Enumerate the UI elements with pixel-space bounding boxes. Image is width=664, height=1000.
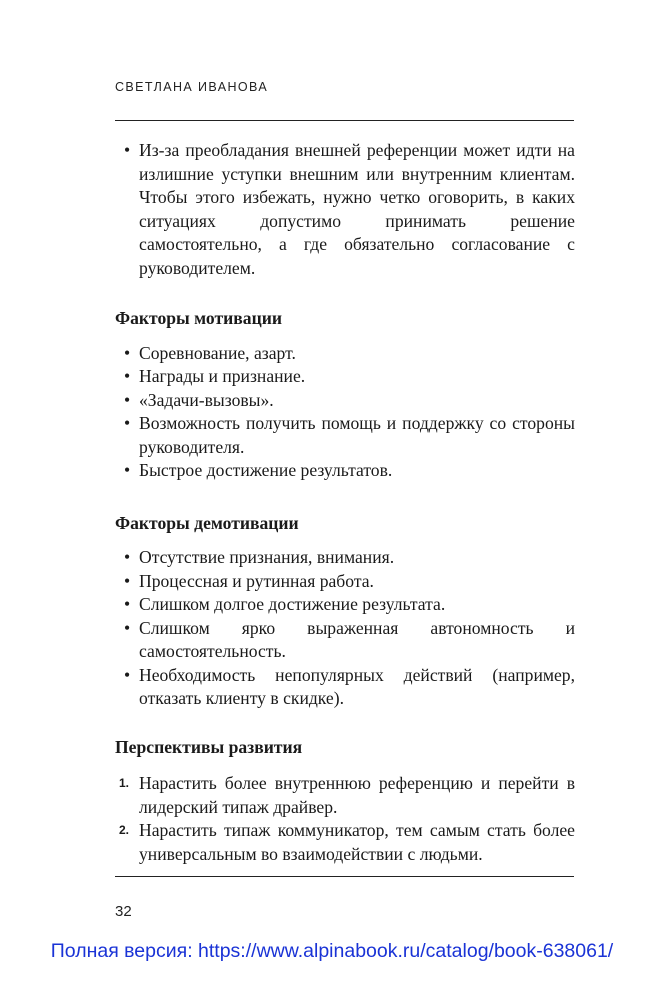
list-item: • Отсутствие признания, внимания. — [115, 546, 575, 570]
list-item: • Награды и признание. — [115, 365, 575, 389]
running-head-author: СВЕТЛАНА ИВАНОВА — [115, 80, 269, 94]
item-text: Нарастить более внутреннюю референцию и перейти в лидерский типаж драйвер. — [139, 773, 575, 817]
intro-list — [115, 139, 575, 280]
page-number: 32 — [115, 903, 132, 920]
bottom-rule — [115, 876, 574, 877]
top-rule — [115, 120, 574, 121]
section-heading-development: Перспективы развития — [115, 736, 303, 757]
list-item: • Возможность получить помощь и поддержку со стороны руководителя. — [115, 412, 575, 459]
motivation-list — [115, 342, 575, 483]
list-item: • Из-за преобладания внешней референции может идти на излишние уступки внешним или внутренним клиентам. Чтобы этого избежать, нужно четко оговорить, в каких ситуациях допустимо принимать решение самостоятельно, а где обязательно согласование с руководителем. — [115, 139, 575, 280]
section-heading-demotivation: Факторы демотивации — [115, 512, 299, 533]
demotivation-list — [115, 546, 575, 711]
list-item: • Соревнование, азарт. — [115, 342, 575, 366]
numbered-item — [115, 772, 575, 819]
page-body — [115, 139, 575, 866]
development-list — [115, 772, 575, 866]
item-number: 2. — [119, 823, 130, 837]
list-item: • Быстрое достижение результатов. — [115, 459, 575, 483]
list-item: • Слишком ярко выраженная автономность и самостоятельность. — [115, 617, 575, 664]
section-heading-motivation: Факторы мотивации — [115, 308, 282, 328]
list-item: • Процессная и рутинная работа. — [115, 570, 575, 594]
full-version-link[interactable]: Полная версия: https://www.alpinabook.ru/catalog/book-638061/ — [50, 940, 614, 962]
item-text: Нарастить типаж коммуникатор, тем самым стать более универсальным во взаимодействии с людьми. — [139, 820, 575, 864]
list-item: • Слишком долгое достижение результата. — [115, 593, 575, 617]
numbered-item — [115, 819, 575, 866]
list-item: • Необходимость непопулярных действий (например, отказать клиенту в скидке). — [115, 664, 575, 711]
list-item: • «Задачи-вызовы». — [115, 389, 575, 413]
item-number: 1. — [119, 776, 130, 790]
